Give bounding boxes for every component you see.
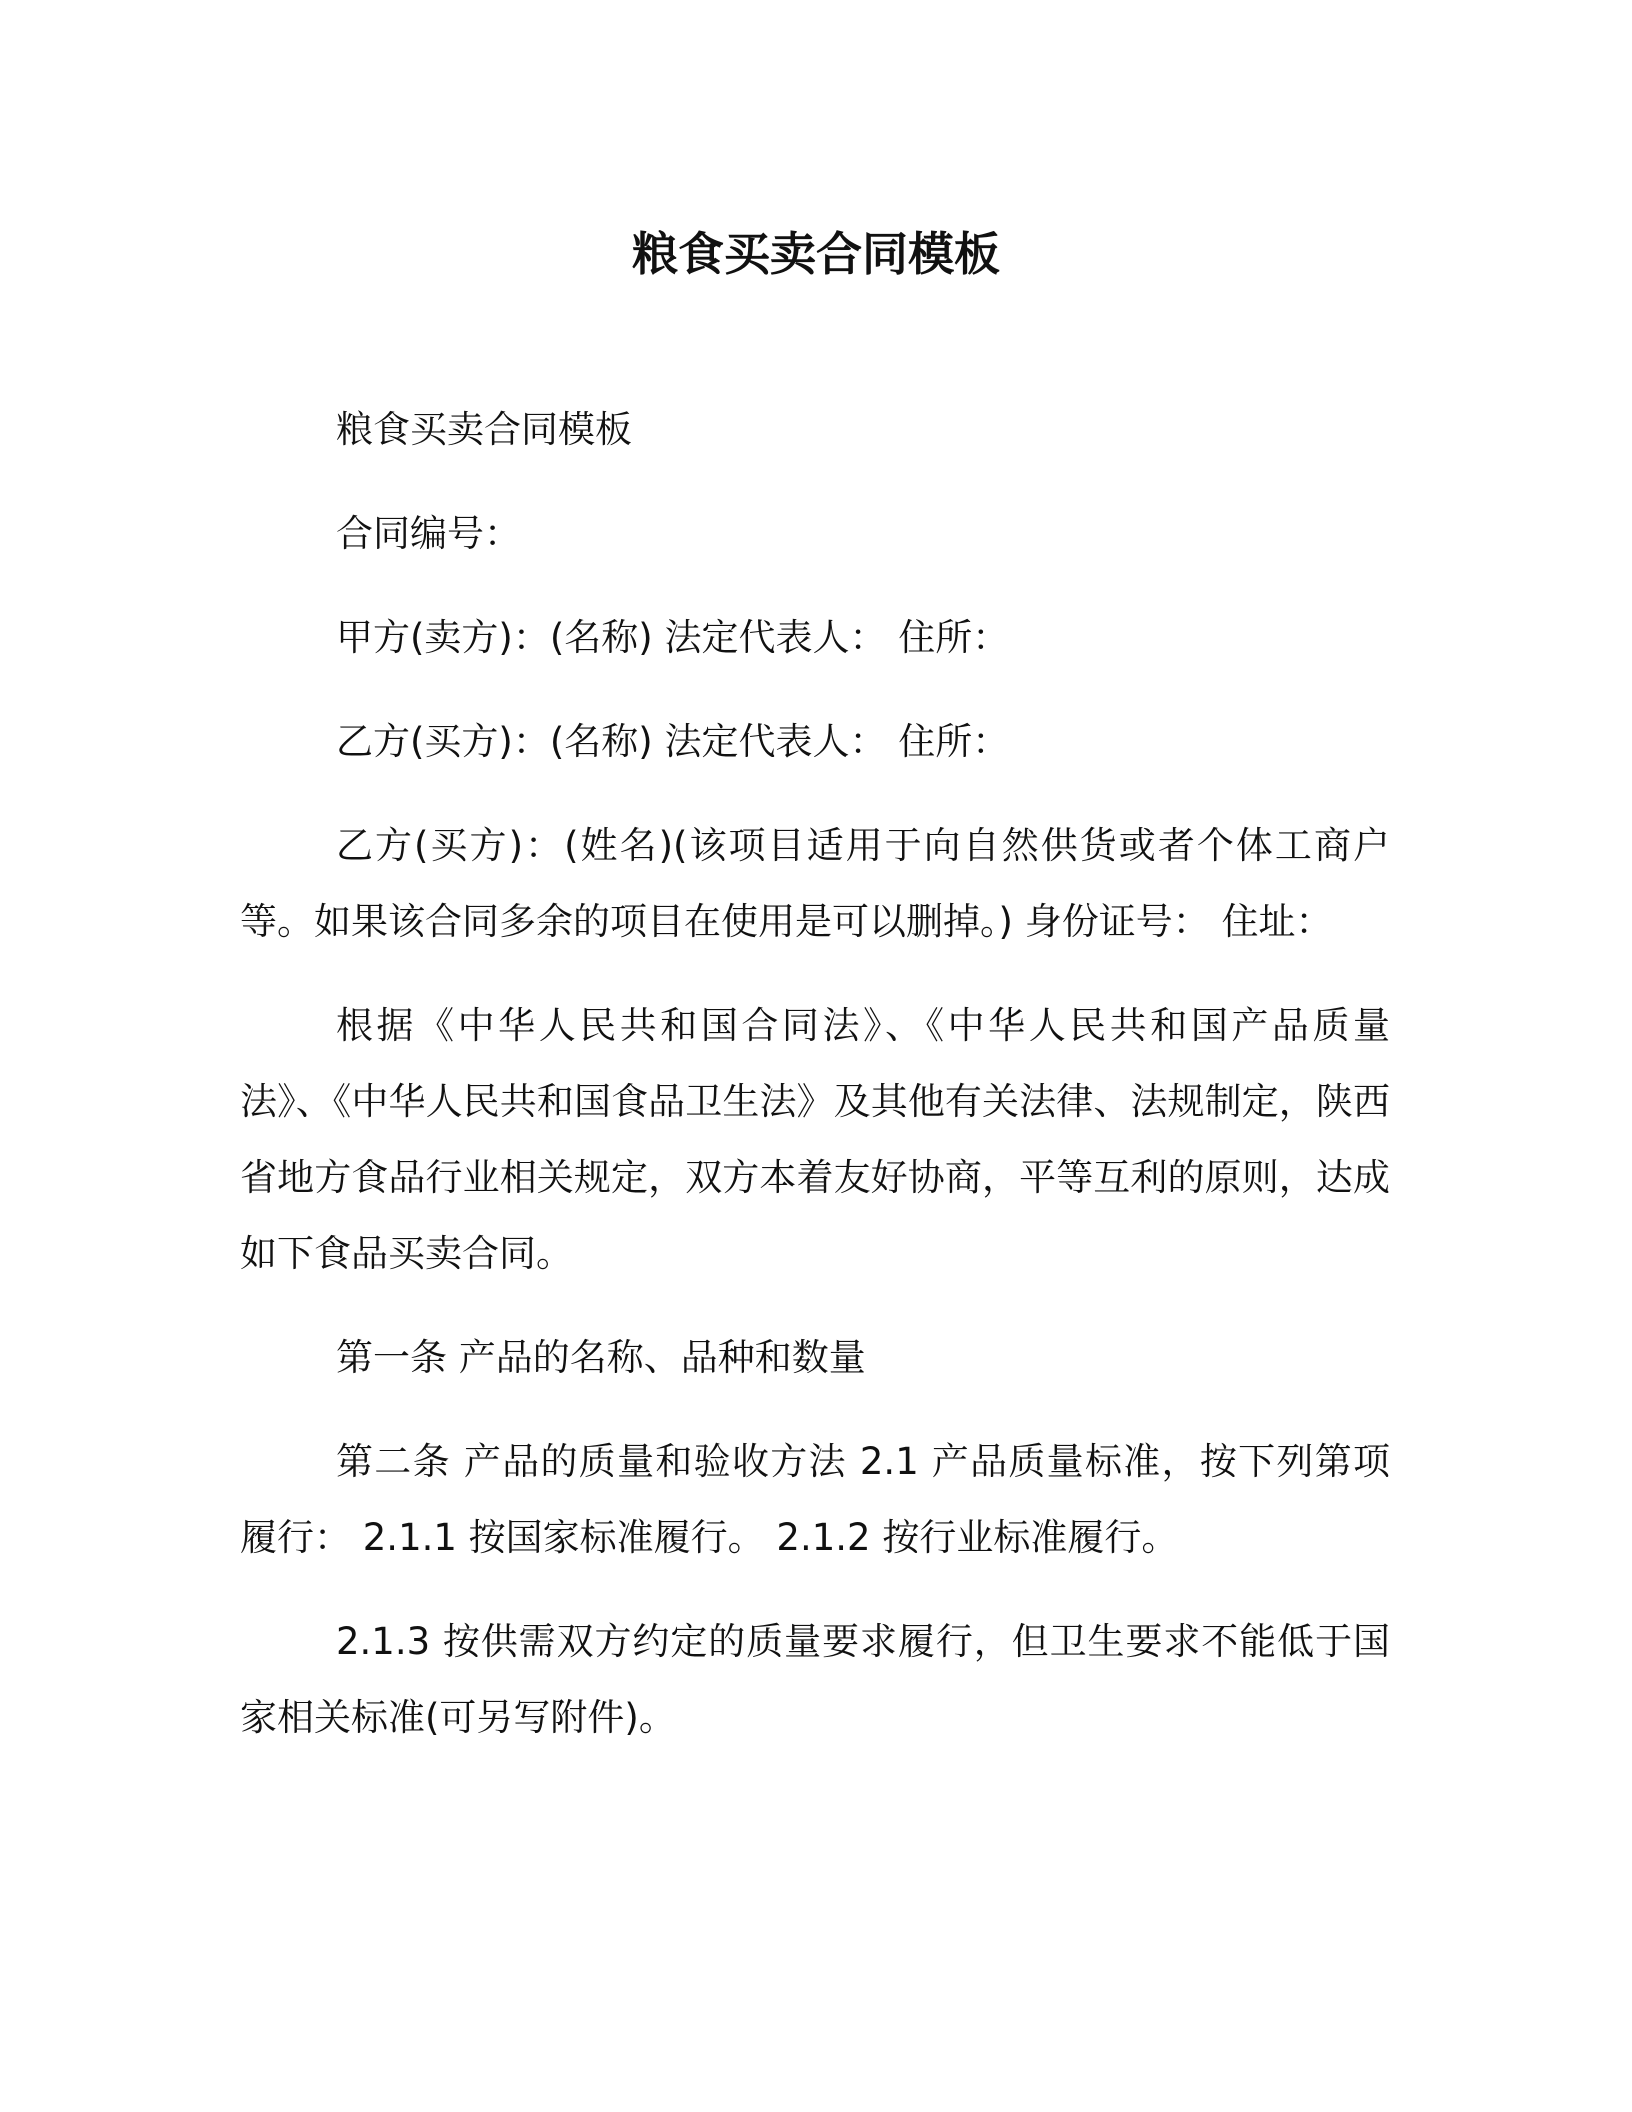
paragraph-article-2-1-3: 2.1.3 按供需双方约定的质量要求履行，但卫生要求不能低于国家相关标准(可另写附件)。 <box>240 1620 1390 1739</box>
document-body <box>240 392 1390 1784</box>
paragraph-legal-basis: 根据《中华人民共和国合同法》、《中华人民共和国产品质量法》、《中华人民共和国食品卫生法》及其他有关法律、法规制定，陕西省地方食品行业相关规定，双方本着友好协商，平等互利的原则，达成如下食品买卖合同。 <box>240 1004 1390 1275</box>
paragraph-party-a: 甲方(卖方)：(名称) 法定代表人： 住所： <box>336 616 1010 659</box>
paragraph-party-b-individual: 乙方(买方)：(姓名)(该项目适用于向自然供货或者个体工商户等。如果该合同多余的项目在使用是可以删掉。) 身份证号： 住址： <box>240 824 1390 943</box>
paragraph-contract-number: 合同编号： <box>336 512 521 555</box>
paragraph-article-1: 第一条 产品的名称、品种和数量 <box>336 1336 866 1379</box>
paragraph-article-2: 第二条 产品的质量和验收方法 2.1 产品质量标准，按下列第项履行： 2.1.1 按国家标准履行。 2.1.2 按行业标准履行。 <box>240 1440 1390 1559</box>
paragraph-subtitle: 粮食买卖合同模板 <box>336 408 632 451</box>
paragraph-party-b: 乙方(买方)：(名称) 法定代表人： 住所： <box>336 720 1010 763</box>
page-title: 粮食买卖合同模板 <box>632 227 1000 281</box>
